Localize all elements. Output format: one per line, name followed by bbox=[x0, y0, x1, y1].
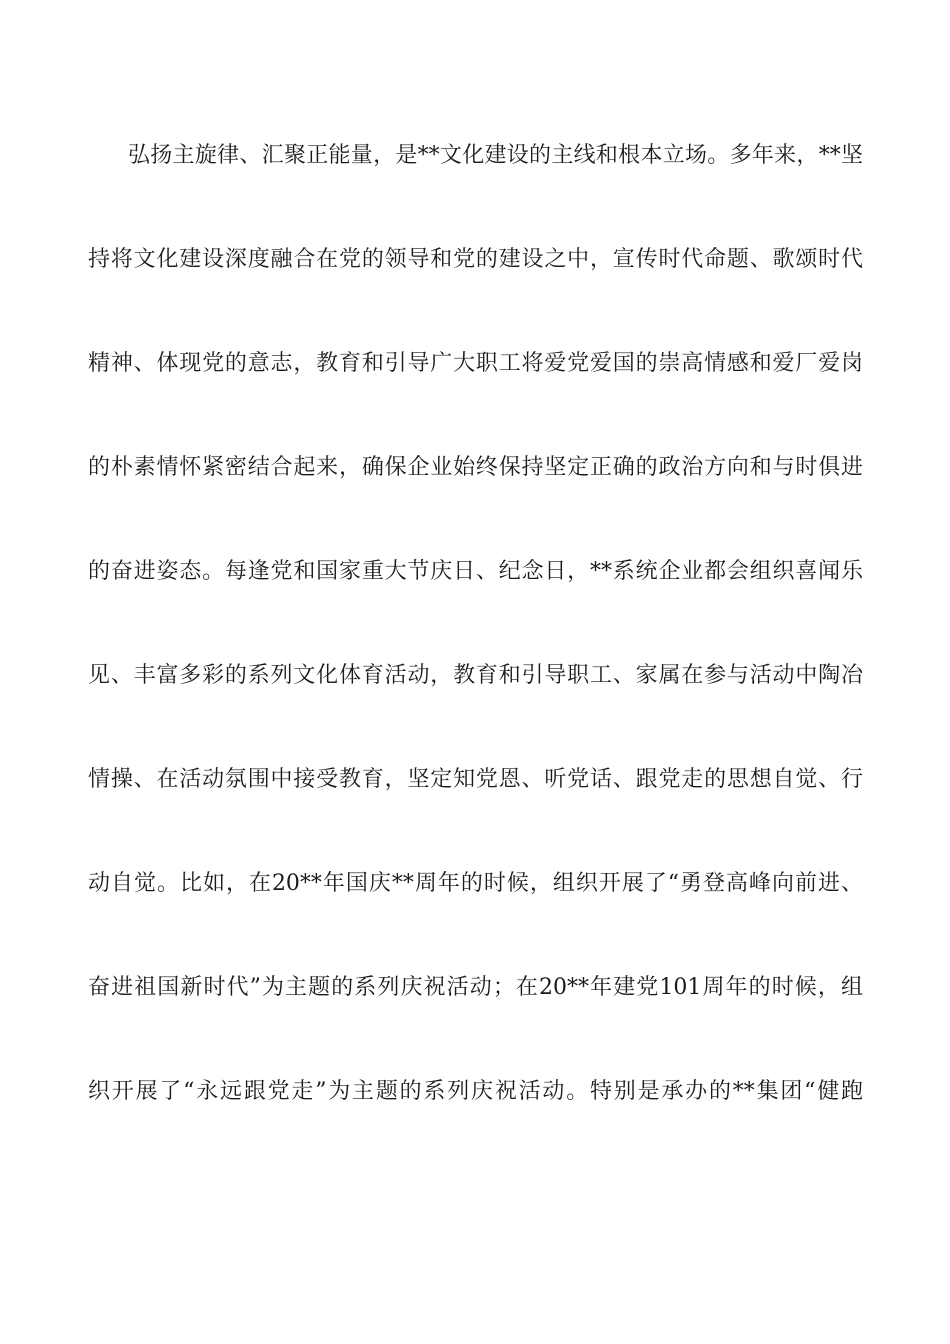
paragraph-line-8: 动自觉。比如，在20**年国庆**周年的时候，组织开展了“勇登高峰向前进、 bbox=[88, 871, 863, 896]
paragraph-line-7: 情操、在活动氛围中接受教育，坚定知党恩、听党话、跟党走的思想自觉、行 bbox=[88, 767, 863, 792]
paragraph-line-5: 的奋进姿态。每逢党和国家重大节庆日、纪念日，**系统企业都会组织喜闻乐 bbox=[88, 559, 863, 584]
body-paragraph bbox=[88, 130, 863, 1118]
paragraph-line-2: 持将文化建设深度融合在党的领导和党的建设之中，宣传时代命题、歌颂时代 bbox=[88, 247, 863, 272]
paragraph-line-9: 奋进祖国新时代”为主题的系列庆祝活动；在20**年建党101周年的时候，组 bbox=[88, 975, 863, 1000]
paragraph-line-4: 的朴素情怀紧密结合起来，确保企业始终保持坚定正确的政治方向和与时俱进 bbox=[88, 455, 863, 480]
paragraph-line-6: 见、丰富多彩的系列文化体育活动，教育和引导职工、家属在参与活动中陶冶 bbox=[88, 663, 863, 688]
paragraph-line-1: 弘扬主旋律、汇聚正能量，是**文化建设的主线和根本立场。多年来，**坚 bbox=[128, 143, 863, 168]
paragraph-line-10: 织开展了“永远跟党走”为主题的系列庆祝活动。特别是承办的**集团“健跑 bbox=[88, 1079, 863, 1104]
paragraph-line-3: 精神、体现党的意志，教育和引导广大职工将爱党爱国的崇高情感和爱厂爱岗 bbox=[88, 351, 863, 376]
